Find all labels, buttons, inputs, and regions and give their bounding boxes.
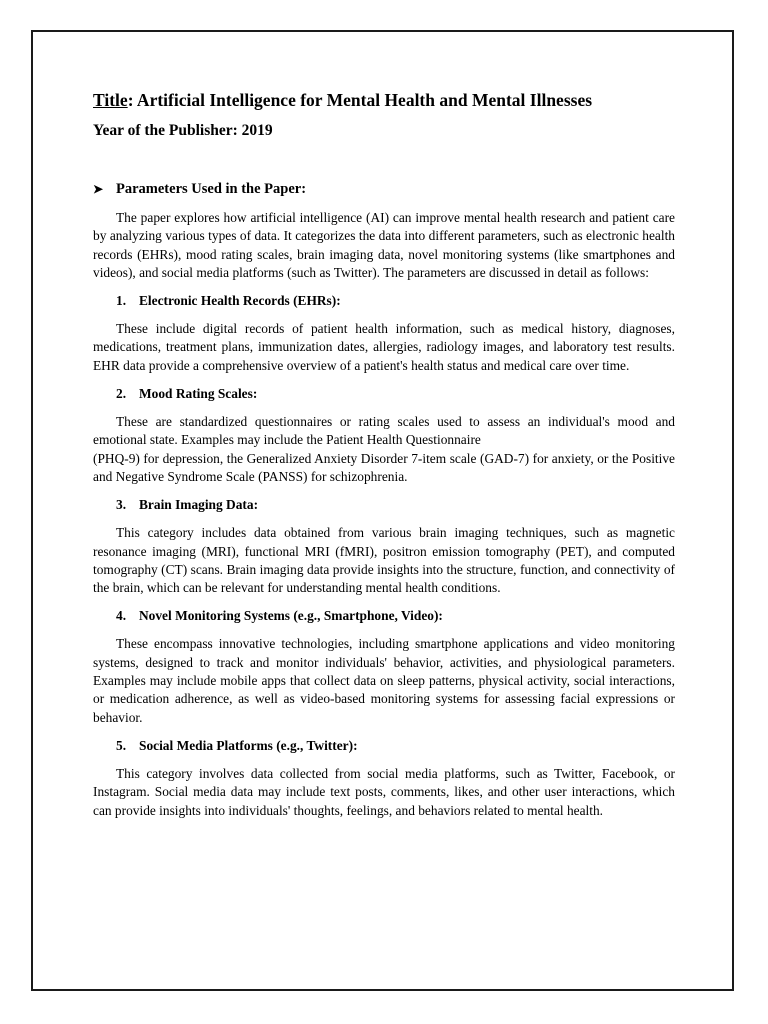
item-heading-2 <box>116 385 675 403</box>
title-text: : Artificial Intelligence for Mental Health and Mental Illnesses <box>127 90 593 110</box>
item-body-3: This category includes data obtained from various brain imaging techniques, such as magnetic resonance imaging (MRI), functional MRI (fMRI), positron emission tomography (PET), and computed tomography (CT) scans. Brain imaging data provide insights into the structure, function, and connectivity of the brain, which can be relevant for understanding mental health conditions. <box>93 525 675 596</box>
item-body-1: These include digital records of patient health information, such as medical history, diagnoses, medications, treatment plans, immunization dates, allergies, radiology images, and laboratory test results. EHR data provide a comprehensive overview of a patient's health status and medical care over time. <box>93 321 675 373</box>
item-body-2-line1: These are standardized questionnaires or rating scales used to assess an individual's mood and emotional state. Examples may include the Patient Health Questionnaire <box>93 414 675 448</box>
item-heading-5 <box>116 737 675 755</box>
intro-paragraph: The paper explores how artificial intelligence (AI) can improve mental health research and patient care by analyzing various types of data. It categorizes the data into different parameters, such as electronic health records (EHRs), mood rating scales, brain imaging data, novel monitoring systems (like smartphones and videos), and social media platforms (such as Twitter). The parameters are discussed in detail as follows: <box>93 210 675 280</box>
item-heading-1 <box>116 292 675 310</box>
item-heading-4 <box>116 607 675 625</box>
item-heading-text: Novel Monitoring Systems (e.g., Smartphone, Video): <box>139 608 443 624</box>
item-heading-text: Electronic Health Records (EHRs): <box>139 293 341 309</box>
item-number: 4. <box>116 608 127 624</box>
item-number: 3. <box>116 497 127 513</box>
item-number: 5. <box>116 737 127 753</box>
page-title <box>93 88 675 112</box>
arrow-bullet-icon: ➤ <box>93 182 104 196</box>
title-label: Title <box>93 90 128 110</box>
publication-year: Year of the Publisher: 2019 <box>93 122 273 139</box>
item-number: 2. <box>116 386 127 402</box>
section-heading-text: Parameters Used in the Paper: <box>116 181 307 197</box>
document-content <box>93 88 675 820</box>
item-body-5: This category involves data collected from social media platforms, such as Twitter, Facebook, or Instagram. Social media data may include text posts, comments, likes, and other user interactions, which can provide insights into individuals' thoughts, feelings, and behaviors related to mental health. <box>93 765 675 818</box>
item-heading-3 <box>116 496 675 514</box>
item-heading-text: Mood Rating Scales: <box>139 386 258 402</box>
item-body-4: These encompass innovative technologies, including smartphone applications and video monitoring systems, designed to track and monitor individuals' behavior, activities, and physiological parameters. Examples may include mobile apps that collect data on sleep patterns, physical activity, social interactions, or medication adherence, as well as video-based monitoring systems for assessing facial expressions or behavior. <box>93 636 675 725</box>
section-heading <box>93 180 675 198</box>
item-number: 1. <box>116 293 127 309</box>
item-heading-text: Social Media Platforms (e.g., Twitter): <box>139 737 358 753</box>
item-heading-text: Brain Imaging Data: <box>139 497 259 513</box>
item-body-2 <box>93 413 675 486</box>
item-body-2-line2: (PHQ-9) for depression, the Generalized Anxiety Disorder 7-item scale (GAD-7) for anxiety, or the Positive and Negative Syndrome Scale (PANSS) for schizophrenia. <box>93 450 675 484</box>
